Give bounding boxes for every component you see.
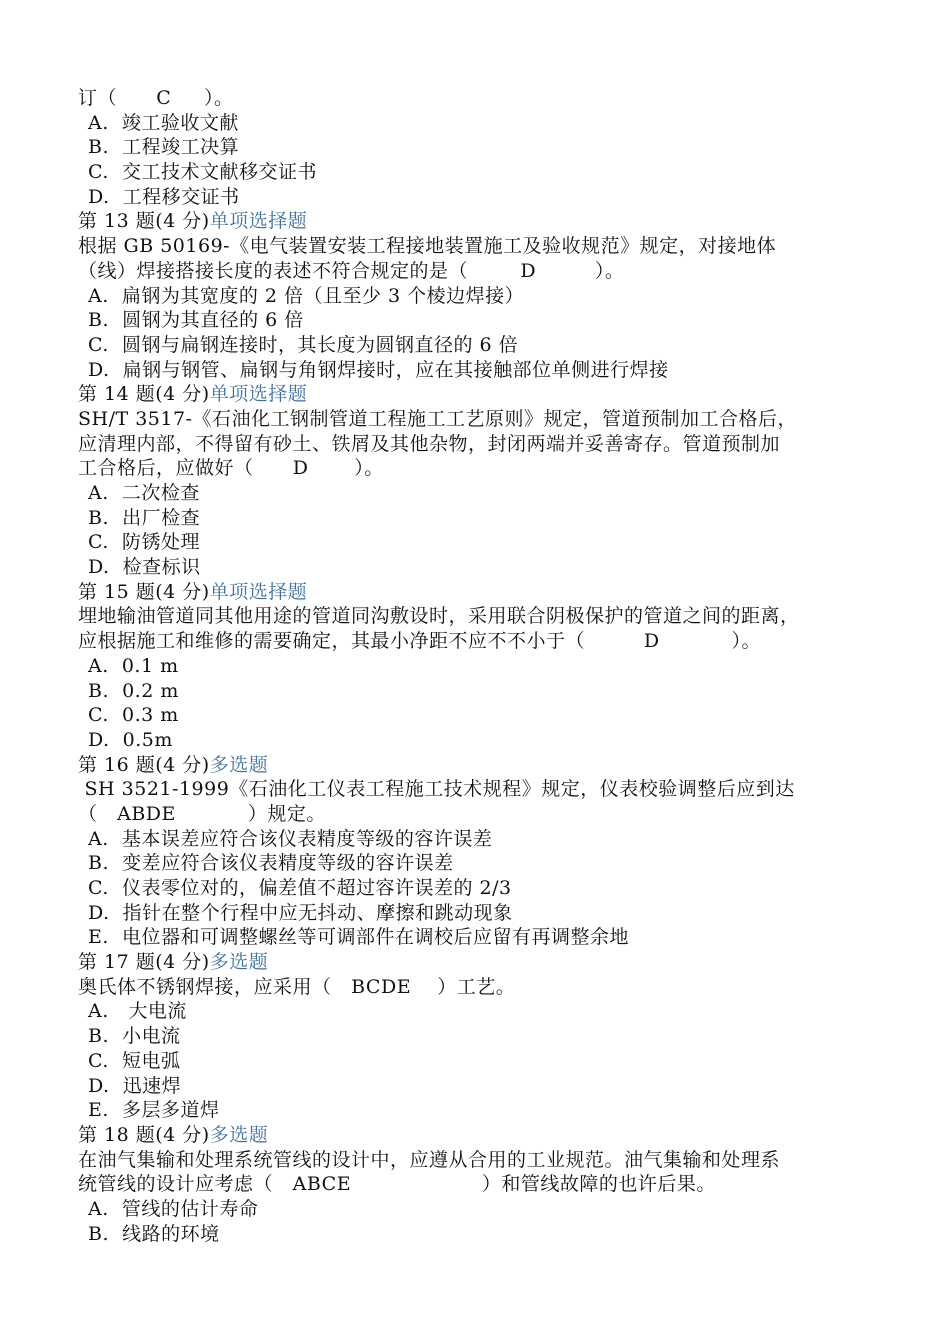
answer-option: B. 小电流 <box>88 1025 181 1048</box>
answer-option: C. 仪表零位对的，偏差值不超过容许误差的 2/3 <box>88 877 512 899</box>
question-text-line: 工合格后，应做好（ D ）。 <box>78 457 384 480</box>
answer-option: C. 0.3 m <box>88 704 179 727</box>
answer-option: D. 工程移交证书 <box>88 185 240 208</box>
answer-option: A. 0.1 m <box>88 654 179 677</box>
answer-option: B. 圆钢为其直径的 6 倍 <box>88 309 304 332</box>
answer-option: C. 短电弧 <box>88 1049 181 1072</box>
answer-option: C. 交工技术文献移交证书 <box>88 161 317 184</box>
question-text-line: 订（ C ）。 <box>78 87 234 109</box>
answer-option: B. 变差应符合该仪表精度等级的容许误差 <box>88 852 454 875</box>
answer-option: A. 二次检查 <box>88 482 200 504</box>
question-header <box>78 753 898 778</box>
answer-option: A. 大电流 <box>88 1000 187 1023</box>
question-header <box>78 209 898 234</box>
answer-option: A. 基本误差应符合该仪表精度等级的容许误差 <box>88 827 493 850</box>
question-text-line: 应根据施工和维修的需要确定，其最小净距不应不不小于（ D ）。 <box>78 630 762 653</box>
question-text-line: （ ABDE ）规定。 <box>78 802 326 825</box>
question-text-line: 奥氏体不锈钢焊接，应采用（ BCDE ）工艺。 <box>78 975 516 998</box>
question-text-line: 应清理内部，不得留有砂土、铁屑及其他杂物，封闭两端并妥善寄存。管道预制加 <box>78 432 781 455</box>
question-header <box>78 580 898 605</box>
answer-option: D. 0.5m <box>88 728 173 751</box>
answer-option: A. 扁钢为其宽度的 2 倍（且至少 3 个棱边焊接） <box>88 284 525 307</box>
answer-option: A. 竣工验收文献 <box>88 111 239 134</box>
answer-option: B. 0.2 m <box>88 679 179 702</box>
answer-option: D. 扁钢与钢管、扁钢与角钢焊接时，应在其接触部位单侧进行焊接 <box>88 358 669 381</box>
answer-option: D. 检查标识 <box>88 556 201 579</box>
question-text-line: SH/T 3517-《石油化工钢制管道工程施工工艺原则》规定，管道预制加工合格后， <box>78 407 797 430</box>
answer-option: C. 圆钢与扁钢连接时，其长度为圆钢直径的 6 倍 <box>88 333 519 356</box>
question-number: 第 17 题(4 分) <box>78 951 210 974</box>
question-number: 第 14 题(4 分) <box>78 383 210 406</box>
answer-option: C. 防锈处理 <box>88 531 200 554</box>
question-number: 第 16 题(4 分) <box>78 753 210 776</box>
question-text-line: SH 3521-1999《石油化工仪表工程施工技术规程》规定，仪表校验调整后应到达 <box>78 778 795 801</box>
question-header <box>78 1123 898 1148</box>
answer-option: D. 指针在整个行程中应无抖动、摩擦和跳动现象 <box>88 901 513 924</box>
exam-page <box>78 86 898 1246</box>
answer-option: B. 出厂检查 <box>88 506 201 529</box>
question-number: 第 15 题(4 分) <box>78 580 210 603</box>
question-type: 单项选择题 <box>209 383 308 406</box>
answer-option: B. 工程竣工决算 <box>88 136 240 159</box>
question-text-line: 根据 GB 50169-《电气装置安装工程接地装置施工及验收规范》规定，对接地体 <box>78 235 777 258</box>
question-text-line: 在油气集输和处理系统管线的设计中，应遵从合用的工业规范。油气集输和处理系 <box>78 1148 781 1171</box>
question-header <box>78 950 898 975</box>
question-type: 多选题 <box>209 753 269 776</box>
question-text-line: （线）焊接搭接长度的表述不符合规定的是（ D ）。 <box>78 259 625 282</box>
answer-option: D. 迅速焊 <box>88 1074 182 1097</box>
question-type: 多选题 <box>209 951 269 974</box>
question-number: 第 13 题(4 分) <box>78 210 210 233</box>
answer-option: B. 线路的环境 <box>88 1222 220 1245</box>
question-text-line: 埋地输油管道同其他用途的管道同沟敷设时，采用联合阴极保护的管道之间的距离， <box>78 605 800 628</box>
question-type: 多选题 <box>209 1123 269 1146</box>
question-text-line: 统管线的设计应考虑（ ABCE ）和管线故障的也许后果。 <box>78 1173 716 1196</box>
answer-option: E. 电位器和可调整螺丝等可调部件在调校后应留有再调整余地 <box>88 926 629 949</box>
question-number: 第 18 题(4 分) <box>78 1123 210 1146</box>
question-header <box>78 382 898 407</box>
question-type: 单项选择题 <box>209 580 308 603</box>
answer-option: E. 多层多道焊 <box>88 1099 220 1122</box>
question-type: 单项选择题 <box>209 210 308 233</box>
answer-option: A. 管线的估计寿命 <box>88 1197 259 1220</box>
